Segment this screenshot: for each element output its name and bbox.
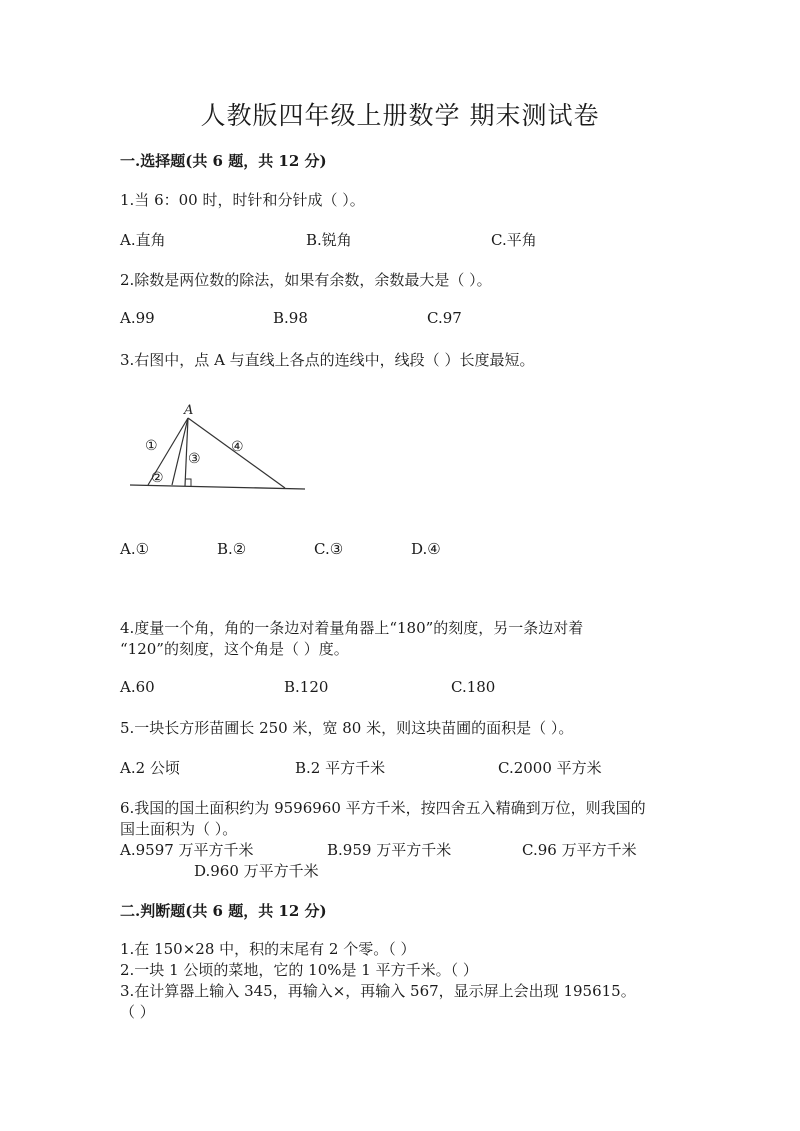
question-4-text-line-1: 4.度量一个角，角的一条边对着量角器上“180”的刻度，另一条边对着 (120, 619, 584, 637)
question-3-option-b: B.② (217, 540, 247, 558)
question-6-option-c: C.96 万平方千米 (522, 841, 637, 859)
question-4-option-c: C.180 (451, 678, 496, 696)
question-1-text: 1.当 6：00 时，时针和分针成（ ）。 (120, 191, 365, 209)
question-4-text-line-2: “120”的刻度，这个角是（ ）度。 (120, 640, 349, 658)
question-6-option-b: B.959 万平方千米 (327, 841, 452, 859)
question-1-option-b: B.锐角 (306, 231, 352, 249)
question-4-option-b: B.120 (284, 678, 329, 696)
question-3-option-c: C.③ (314, 540, 344, 558)
question-5-option-b: B.2 平方千米 (295, 759, 386, 777)
question-2-option-b: B.98 (273, 309, 308, 327)
question-2-text: 2.除数是两位数的除法，如果有余数，余数最大是（ ）。 (120, 271, 492, 289)
judgment-item-3-answer: （ ） (120, 1003, 155, 1021)
question-6-text-line-2: 国土面积为（ ）。 (120, 820, 238, 838)
question-6-option-d: D.960 万平方千米 (194, 862, 319, 880)
question-4-option-a: A.60 (120, 678, 155, 696)
judgment-item-1: 1.在 150×28 中，积的末尾有 2 个零。（ ） (120, 940, 416, 958)
line-1-label: ① (145, 438, 158, 454)
question-5-option-a: A.2 公顷 (120, 759, 180, 777)
question-6-option-a: A.9597 万平方千米 (120, 841, 254, 859)
question-3-figure (125, 400, 310, 496)
line-2-label: ② (151, 470, 164, 486)
section-heading-choice: 一.选择题(共 6 题，共 12 分) (120, 152, 327, 170)
question-5-text: 5.一块长方形苗圃长 250 米，宽 80 米，则这块苗圃的面积是（ ）。 (120, 719, 574, 737)
question-3-text: 3.右图中，点 A 与直线上各点的连线中，线段（ ）长度最短。 (120, 351, 535, 369)
line-3-label: ③ (188, 451, 201, 467)
point-a-label: A (184, 403, 194, 418)
question-5-option-c: C.2000 平方米 (498, 759, 602, 777)
judgment-item-3: 3.在计算器上输入 345，再输入×，再输入 567，显示屏上会出现 195615。 (120, 982, 636, 1000)
question-6-text-line-1: 6.我国的国土面积约为 9596960 平方千米，按四舍五入精确到万位，则我国的 (120, 799, 646, 817)
question-2-option-c: C.97 (427, 309, 462, 327)
page-title: 人教版四年级上册数学 期末测试卷 (200, 101, 600, 130)
question-1-option-c: C.平角 (491, 231, 537, 249)
judgment-item-2: 2.一块 1 公顷的菜地，它的 10%是 1 平方千米。（ ） (120, 961, 478, 979)
question-3-option-a: A.① (120, 540, 150, 558)
question-2-option-a: A.99 (120, 309, 155, 327)
question-1-option-a: A.直角 (120, 231, 166, 249)
section-heading-judgment: 二.判断题(共 6 题，共 12 分) (120, 902, 327, 920)
question-3-option-d: D.④ (411, 540, 441, 558)
line-4-label: ④ (231, 439, 244, 455)
